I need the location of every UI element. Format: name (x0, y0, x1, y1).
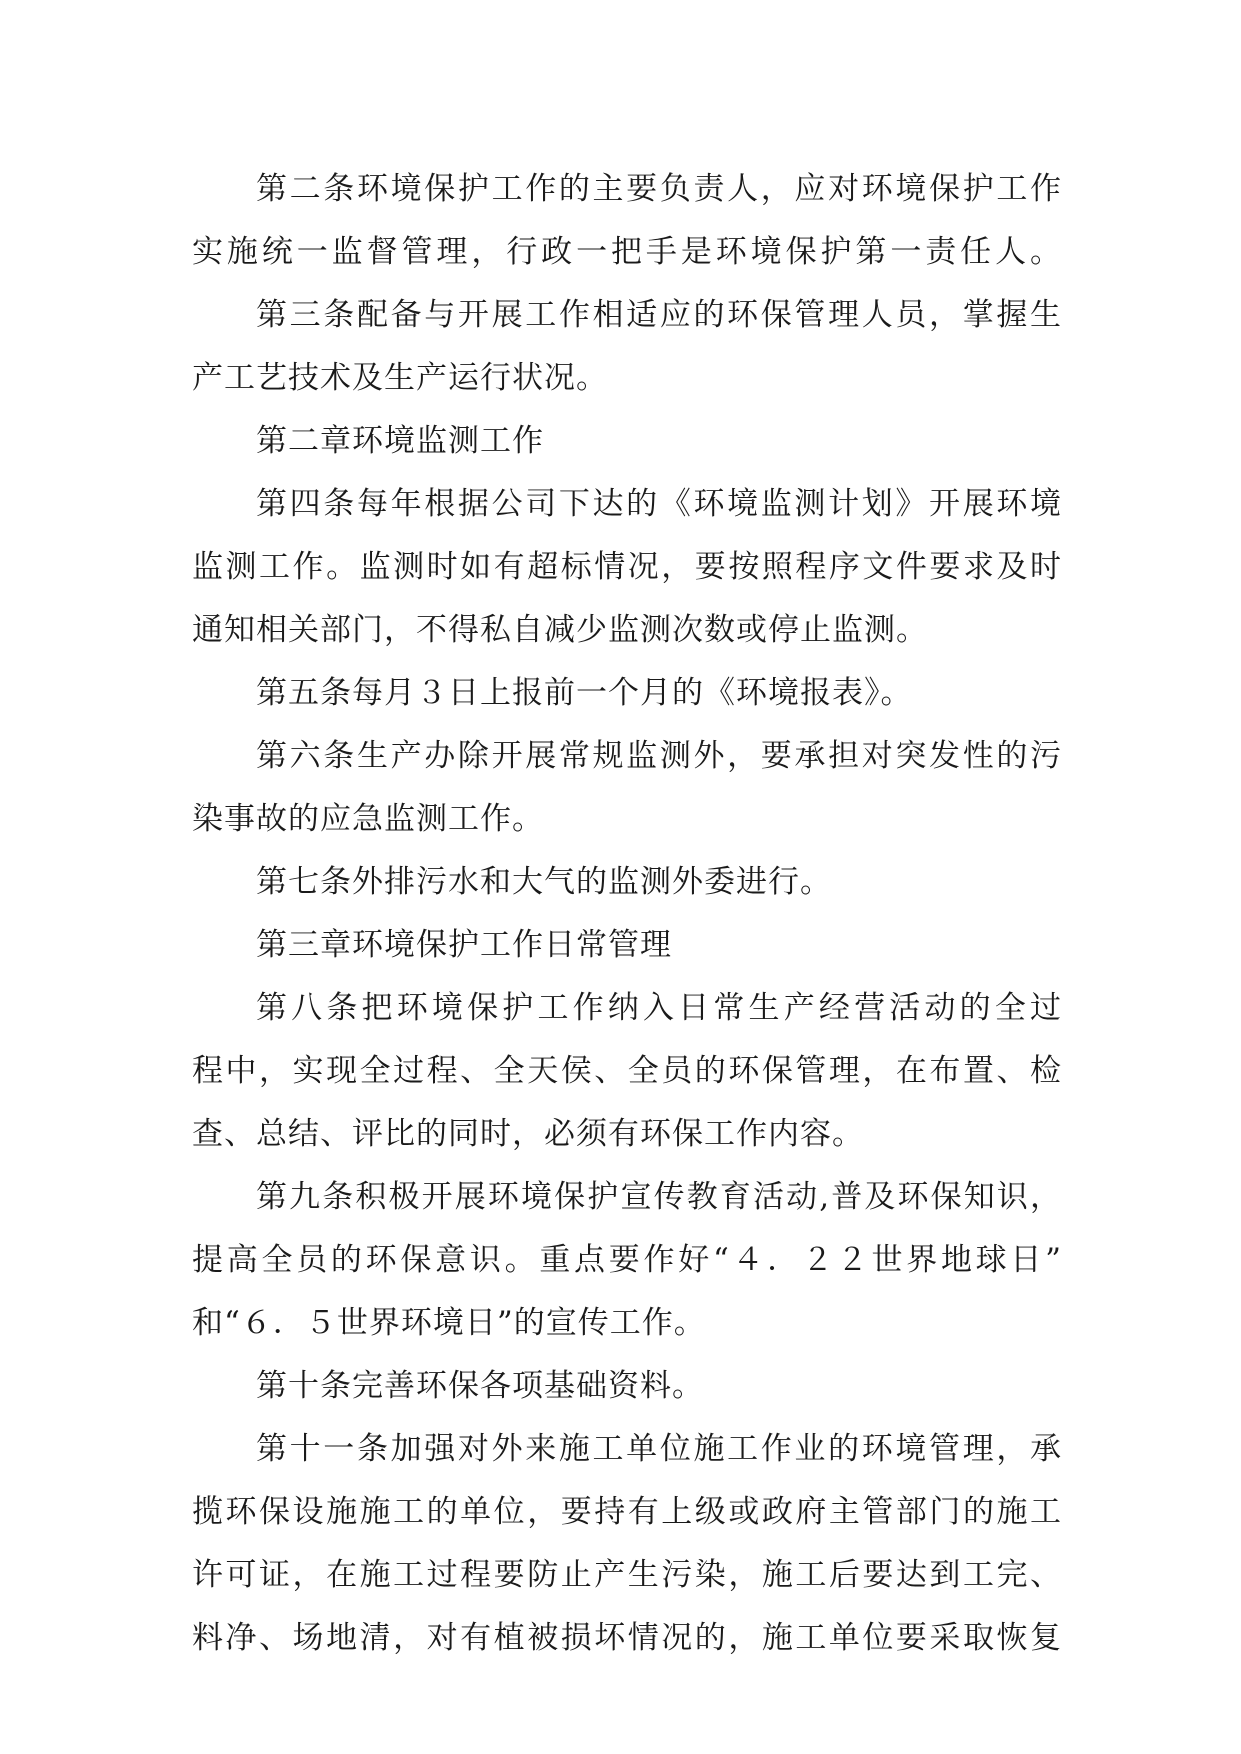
text-line: 第十一条加强对外来施工单位施工作业的环境管理，承 (256, 1431, 1062, 1467)
text-line: 第七条外排污水和大气的监测外委进行。 (256, 864, 832, 900)
text-line: 第六条生产办除开展常规监测外，要承担对突发性的污 (256, 738, 1062, 774)
text-line: 通知相关部门，不得私自减少监测次数或停止监测。 (192, 612, 928, 648)
text-line: 第四条每年根据公司下达的《环境监测计划》开展环境 (256, 486, 1062, 522)
text-line: 第二条环境保护工作的主要负责人，应对环境保护工作 (256, 171, 1062, 207)
text-line: 染事故的应急监测工作。 (192, 801, 544, 837)
text-line: 实施统一监督管理，行政一把手是环境保护第一责任人。 (192, 234, 1062, 270)
text-line: 监测工作。监测时如有超标情况，要按照程序文件要求及时 (192, 549, 1062, 585)
text-line: 第三条配备与开展工作相适应的环保管理人员，掌握生 (256, 297, 1062, 333)
text-line: 产工艺技术及生产运行状况。 (192, 360, 608, 396)
document-body (192, 158, 1062, 1670)
text-line: 许可证，在施工过程要防止产生污染，施工后要达到工完、 (192, 1557, 1062, 1593)
text-line: 提高全员的环保意识。重点要作好“４．２２世界地球日” (192, 1242, 1062, 1278)
text-line: 揽环保设施施工的单位，要持有上级或政府主管部门的施工 (192, 1494, 1062, 1530)
text-line: 第五条每月３日上报前一个月的《环境报表》。 (256, 675, 913, 711)
text-line: 第八条把环境保护工作纳入日常生产经营活动的全过 (256, 990, 1062, 1026)
text-line: 第九条积极开展环境保护宣传教育活动,普及环保知识， (256, 1179, 1062, 1215)
text-line: 第三章环境保护工作日常管理 (256, 927, 672, 963)
text-line: 查、总结、评比的同时，必须有环保工作内容。 (192, 1116, 864, 1152)
text-line: 程中，实现全过程、全天侯、全员的环保管理，在布置、检 (192, 1053, 1062, 1089)
text-line: 第十条完善环保各项基础资料。 (256, 1368, 704, 1404)
text-line: 料净、场地清，对有植被损坏情况的，施工单位要采取恢复 (192, 1620, 1062, 1656)
text-line: 第二章环境监测工作 (256, 423, 544, 459)
text-line: 和“６．５世界环境日”的宣传工作。 (192, 1305, 706, 1341)
